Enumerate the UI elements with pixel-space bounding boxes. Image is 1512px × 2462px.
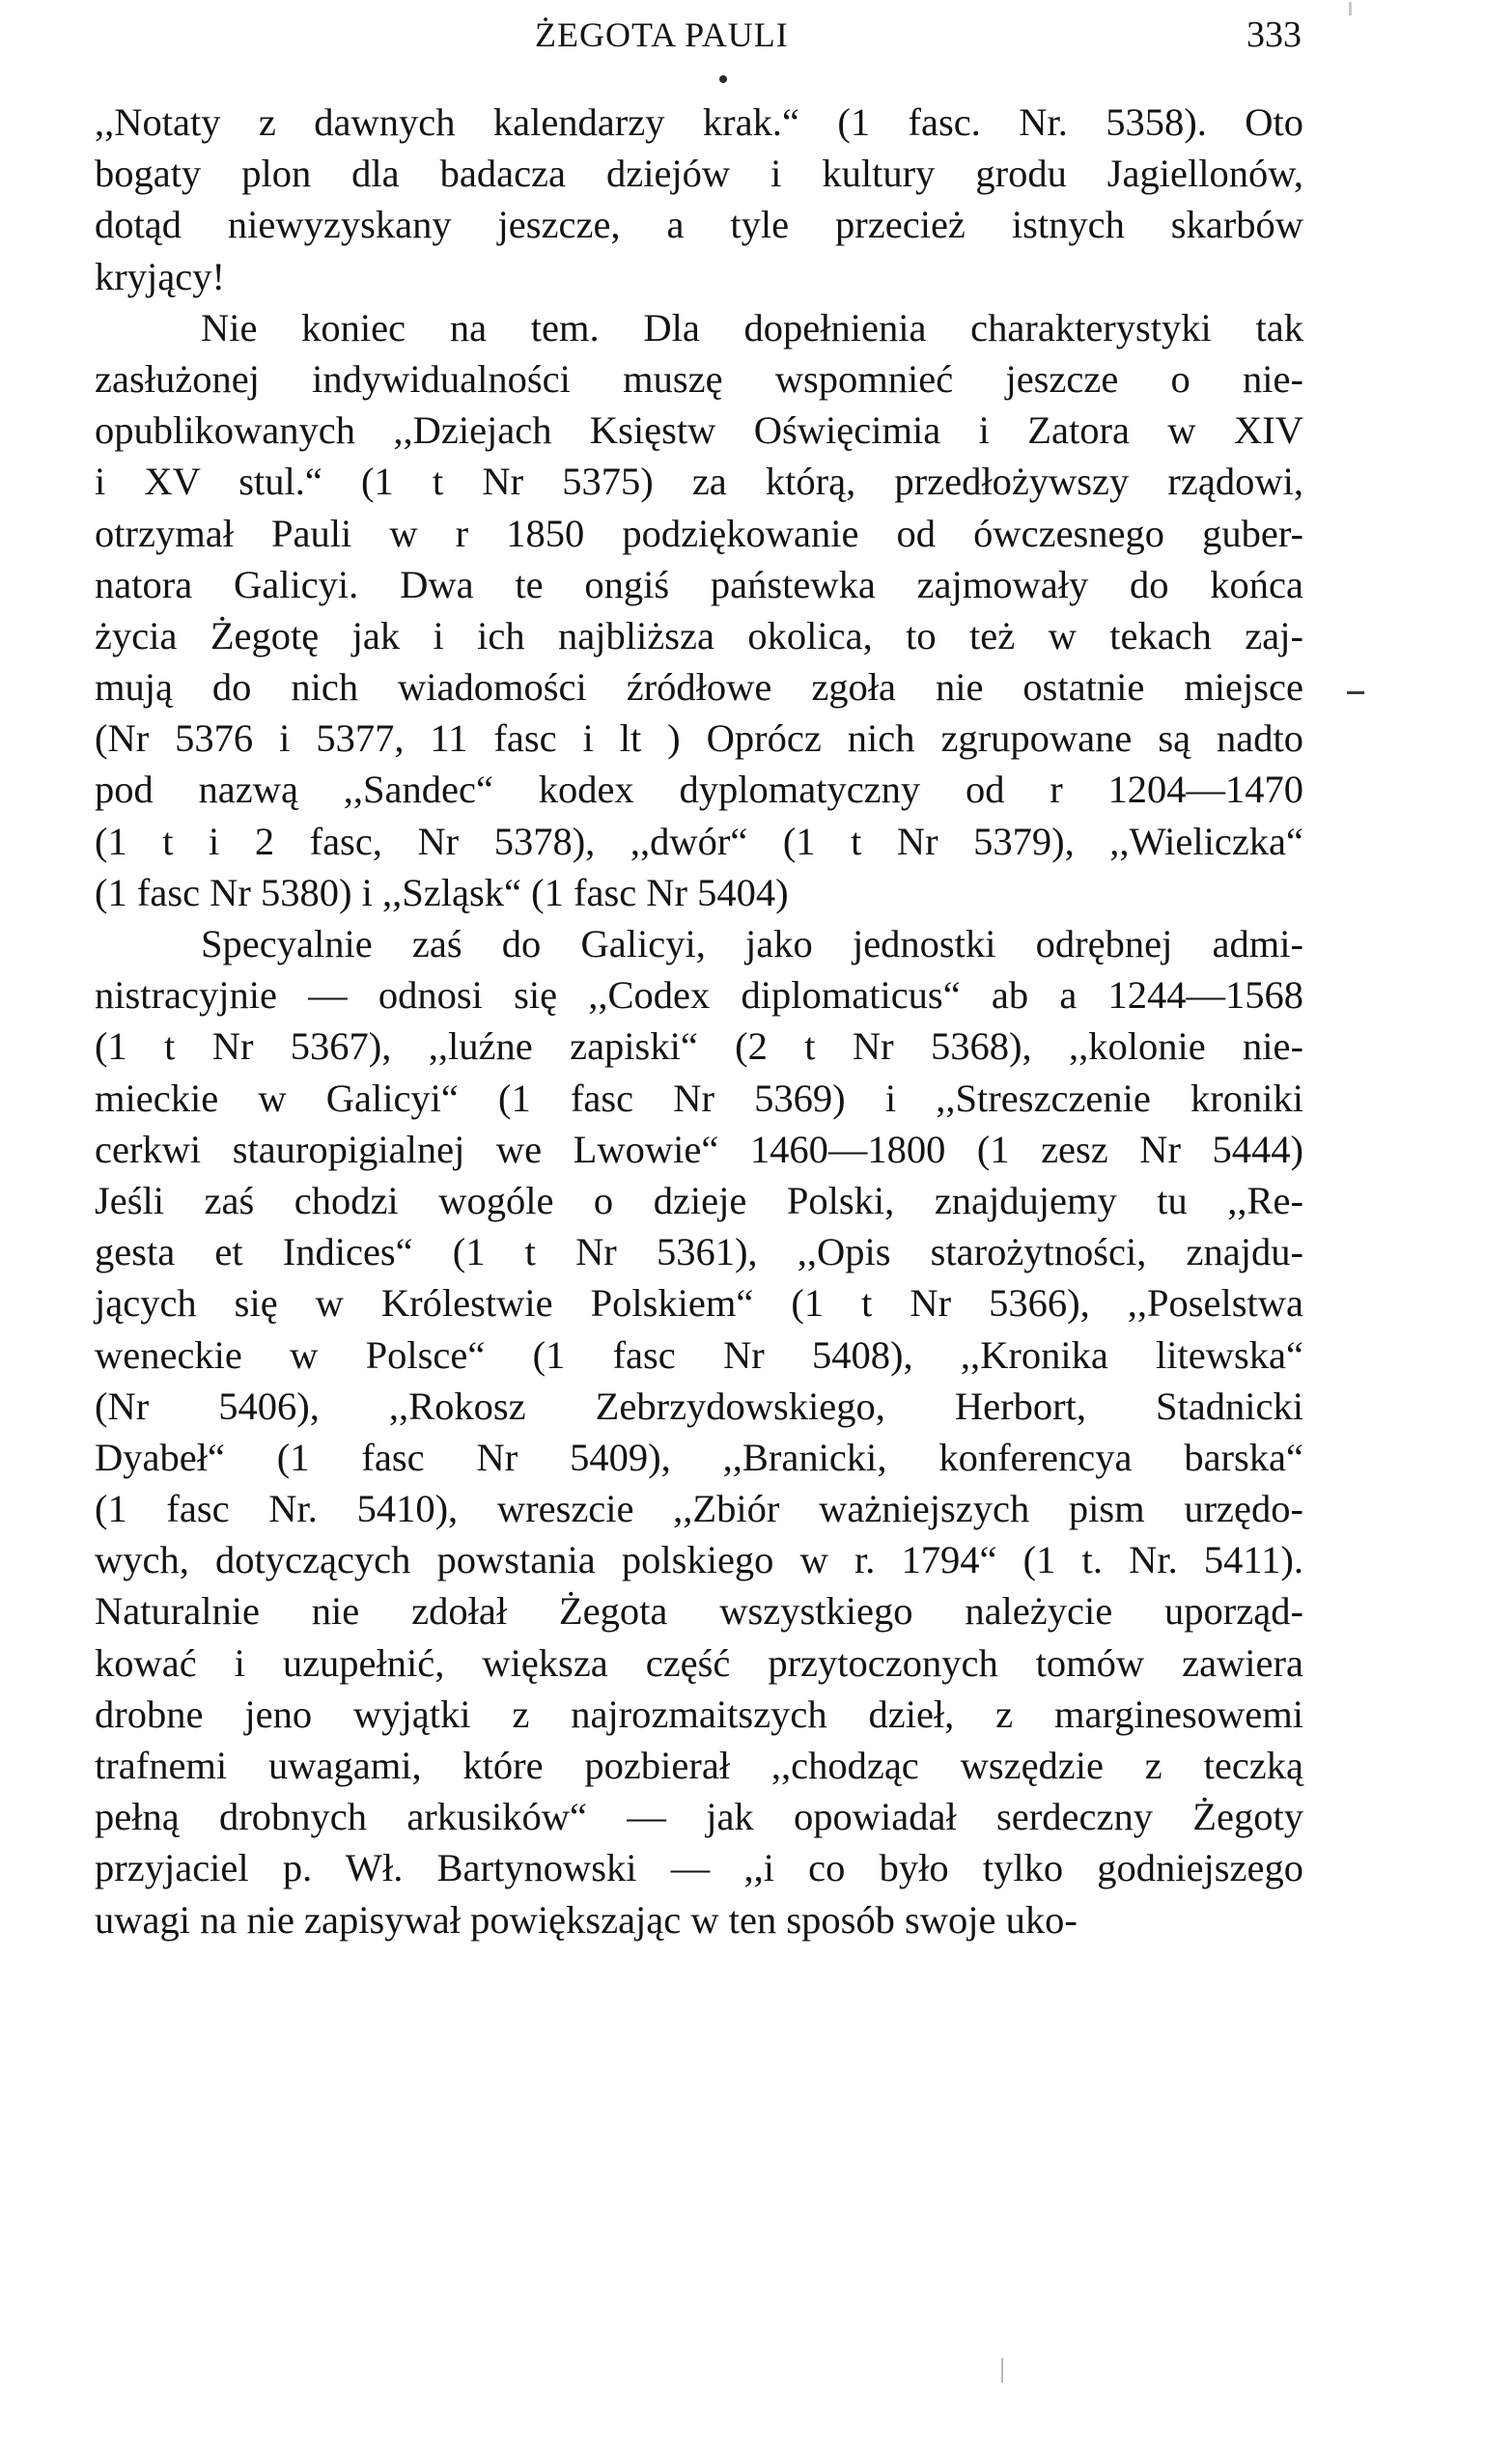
text-line: otrzymał Pauli w r 1850 podziękowanie od ówczesnego guber- [95,511,1303,555]
text-line: mieckie w Galicyi“ (1 fasc Nr 5369) i ,,Streszczenie kroniki [95,1076,1303,1120]
text-line: gesta et Indices“ (1 t Nr 5361), ,,Opis starożytności, znajdu- [95,1230,1303,1274]
text-line: mują do nich wiadomości źródłowe zgoła nie ostatnie miejsce [95,665,1303,710]
print-speck [1001,2358,1003,2383]
text-line: pod nazwą ,,Sandec“ kodex dyplomatyczny od r 1204—1470 [95,768,1303,812]
text-line: kryjący! [95,254,225,298]
print-speck [1347,691,1364,694]
text-line: Specyalnie zaś do Galicyi, jako jednostki odrębnej admi- [201,922,1303,965]
text-line: (Nr 5406), ,,Rokosz Zebrzydowskiego, Herbort, Stadnicki [95,1384,1303,1428]
text-line: bogaty plon dla badacza dziejów i kultury grodu Jagiellonów, [95,152,1303,196]
page-number: 333 [1246,14,1302,55]
print-speck [719,75,727,83]
text-line: życia Żegotę jak i ich najbliższa okolica, to też w tekach zaj- [95,613,1303,657]
text-line: cerkwi stauropigialnej we Lwowie“ 1460—1800 (1 zesz Nr 5444) [95,1127,1303,1171]
text-line: (Nr 5376 i 5377, 11 fasc i lt ) Oprócz nich zgrupowane są nadto [95,716,1303,761]
print-speck [1349,2,1352,15]
text-line: uwagi na nie zapisywał powiększając w ten sposób swoje uko- [95,1897,1078,1942]
text-line: przyjaciel p. Wł. Bartynowski — ,,i co było tylko godniejszego [95,1846,1303,1890]
text-line: natora Galicyi. Dwa te ongiś państewka zajmowały do końca [95,562,1303,606]
text-line: trafnemi uwagami, które pozbierał ,,chodząc wszędzie z teczką [95,1744,1303,1787]
text-line: (1 fasc Nr 5380) i ,,Szląsk“ (1 fasc Nr 5404) [95,870,789,914]
text-line: ,,Notaty z dawnych kalendarzy krak.“ (1 fasc. Nr. 5358). Oto [95,100,1303,144]
text-line: wych, dotyczących powstania polskiego w r. 1794“ (1 t. Nr. 5411). [95,1538,1303,1582]
text-line: jących się w Królestwie Polskiem“ (1 t Nr 5366), ,,Poselstwa [95,1281,1303,1326]
text-line: pełną drobnych arkusików“ — jak opowiadał serdeczny Żegoty [95,1795,1303,1839]
text-line: i XV stul.“ (1 t Nr 5375) za którą, przedłożywszy rządowi, [95,460,1303,504]
text-line: Dyabeł“ (1 fasc Nr 5409), ,,Branicki, konferencya barska“ [95,1435,1303,1479]
text-line: (1 fasc Nr. 5410), wreszcie ,,Zbiór ważniejszych pism urzędo- [95,1487,1303,1531]
running-title: ŻEGOTA PAULI [535,15,789,54]
text-line: zasłużonej indywidualności muszę wspomnieć jeszcze o nie- [95,356,1303,401]
running-head [95,10,1302,60]
text-line: Nie koniec na tem. Dla dopełnienia charakterystyki tak [201,305,1303,350]
text-line: drobne jeno wyjątki z najrozmaitszych dzieł, z marginesowemi [95,1692,1303,1736]
text-line: (1 t i 2 fasc, Nr 5378), ,,dwór“ (1 t Nr 5379), ,,Wieliczka“ [95,819,1303,863]
text-line: nistracyjnie — odnosi się ,,Codex diplomaticus“ ab a 1244—1568 [95,973,1303,1018]
body-text [95,97,1303,2037]
text-line: Jeśli zaś chodzi wogóle o dzieje Polski, znajdujemy tu ,,Re- [95,1178,1303,1222]
text-line: opublikowanych ,,Dziejach Księstw Oświęcimia i Zatora w XIV [95,408,1303,453]
text-line: kować i uzupełnić, większa część przytoczonych tomów zawiera [95,1640,1303,1685]
text-line: dotąd niewyzyskany jeszcze, a tyle przecież istnych skarbów [95,203,1303,247]
text-line: weneckie w Polsce“ (1 fasc Nr 5408), ,,Kronika litewska“ [95,1332,1303,1377]
text-line: (1 t Nr 5367), ,,luźne zapiski“ (2 t Nr 5368), ,,kolonie nie- [95,1024,1303,1069]
text-line: Naturalnie nie zdołał Żegota wszystkiego należycie uporząd- [95,1589,1303,1634]
